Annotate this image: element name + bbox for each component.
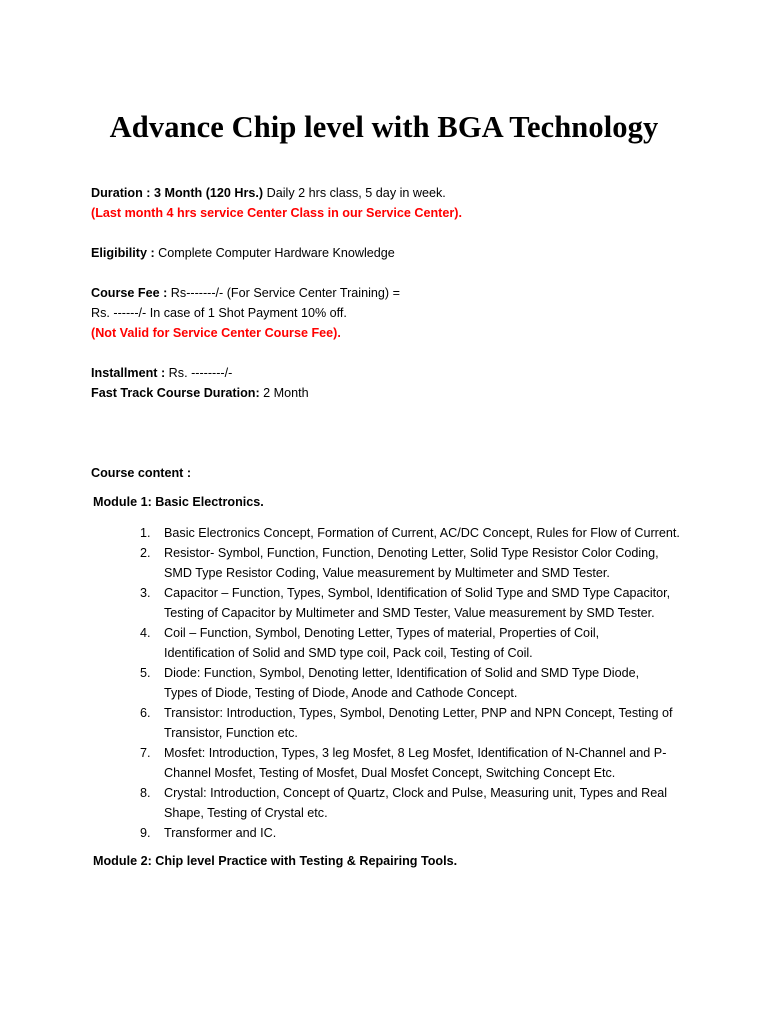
- list-item: [91, 543, 691, 583]
- eligibility-label: Eligibility :: [91, 246, 155, 260]
- list-item-number: 6.: [140, 706, 151, 720]
- list-item: [91, 663, 691, 703]
- fee-note: (Not Valid for Service Center Course Fee).: [91, 326, 341, 340]
- spacer: [91, 223, 691, 243]
- installment-text: Rs. --------/-: [165, 366, 233, 380]
- list-item-text: Crystal: Introduction, Concept of Quartz, Clock and Pulse, Measuring unit, Types and Real Shape, Testing of Crystal etc.: [164, 786, 668, 820]
- fast-track-label: Fast Track Course Duration:: [91, 386, 260, 400]
- list-item-number: 7.: [140, 746, 151, 760]
- list-item-number: 1.: [140, 526, 151, 540]
- spacer: [91, 263, 691, 283]
- list-item-text: Transistor: Introduction, Types, Symbol, Denoting Letter, PNP and NPN Concept, Testing of Transistor, Function etc.: [164, 706, 673, 740]
- list-item-number: 9.: [140, 826, 151, 840]
- fee-discount-line: Rs. ------/- In case of 1 Shot Payment 10% off.: [91, 306, 347, 320]
- duration-line: [91, 183, 691, 203]
- list-item-text: Mosfet: Introduction, Types, 3 leg Mosfet, 8 Leg Mosfet, Identification of N-Channel and P- Channel Mosfet, Testing of Mosfet, Dual Mosfet Concept, Switching Concept Etc.: [164, 746, 667, 780]
- fast-track-text: 2 Month: [259, 386, 309, 400]
- eligibility-line: [91, 243, 691, 263]
- list-item: [91, 743, 691, 783]
- list-item-text: Coil – Function, Symbol, Denoting Letter, Types of material, Properties of Coil, Identification of Solid and SMD type coil, Pack coil, Testing of Coil.: [164, 626, 600, 660]
- module-1-topic-list: [91, 523, 691, 843]
- list-item-number: 4.: [140, 626, 151, 640]
- list-item-number: 2.: [140, 546, 151, 560]
- list-item: [91, 823, 691, 843]
- course-content-heading: Course content :: [91, 466, 192, 480]
- list-item-text: Transformer and IC.: [164, 826, 277, 840]
- installment-line: [91, 363, 691, 383]
- eligibility-text: Complete Computer Hardware Knowledge: [154, 246, 395, 260]
- fee-line: [91, 283, 691, 303]
- fee-label: Course Fee :: [91, 286, 168, 300]
- spacer: [91, 343, 691, 363]
- fee-text: Rs-------/- (For Service Center Training) =: [167, 286, 400, 300]
- document-body: [91, 183, 691, 871]
- duration-note: (Last month 4 hrs service Center Class in our Service Center).: [91, 206, 462, 220]
- list-item: [91, 523, 691, 543]
- list-item: [91, 703, 691, 743]
- list-item-text: Resistor- Symbol, Function, Function, Denoting Letter, Solid Type Resistor Color Coding, SMD Type Resistor Coding, Value measurement by Multimeter and SMD Tester.: [164, 546, 659, 580]
- list-item-text: Diode: Function, Symbol, Denoting letter, Identification of Solid and SMD Type Diode, Types of Diode, Testing of Diode, Anode and Cathode Concept.: [164, 666, 640, 700]
- list-item-text: Capacitor – Function, Types, Symbol, Identification of Solid Type and SMD Type Capacitor, Testing of Capacitor by Multimeter and SMD Tester, Value measurement by SMD Tester.: [164, 586, 671, 620]
- duration-text: Daily 2 hrs class, 5 day in week.: [263, 186, 446, 200]
- list-item-text: Basic Electronics Concept, Formation of Current, AC/DC Concept, Rules for Flow of Current.: [164, 526, 680, 540]
- module-2-title: Module 2: Chip level Practice with Testing & Repairing Tools.: [93, 854, 458, 868]
- list-item: [91, 583, 691, 623]
- duration-label: Duration : 3 Month (120 Hrs.): [91, 186, 264, 200]
- list-item-number: 3.: [140, 586, 151, 600]
- module-1-title: Module 1: Basic Electronics.: [93, 495, 264, 509]
- list-item: [91, 783, 691, 823]
- fast-track-line: [91, 383, 691, 403]
- document-title: Advance Chip level with BGA Technology: [109, 110, 659, 144]
- installment-label: Installment :: [91, 366, 166, 380]
- list-item-number: 5.: [140, 666, 151, 680]
- list-item: [91, 623, 691, 663]
- spacer: [91, 403, 691, 463]
- list-item-number: 8.: [140, 786, 151, 800]
